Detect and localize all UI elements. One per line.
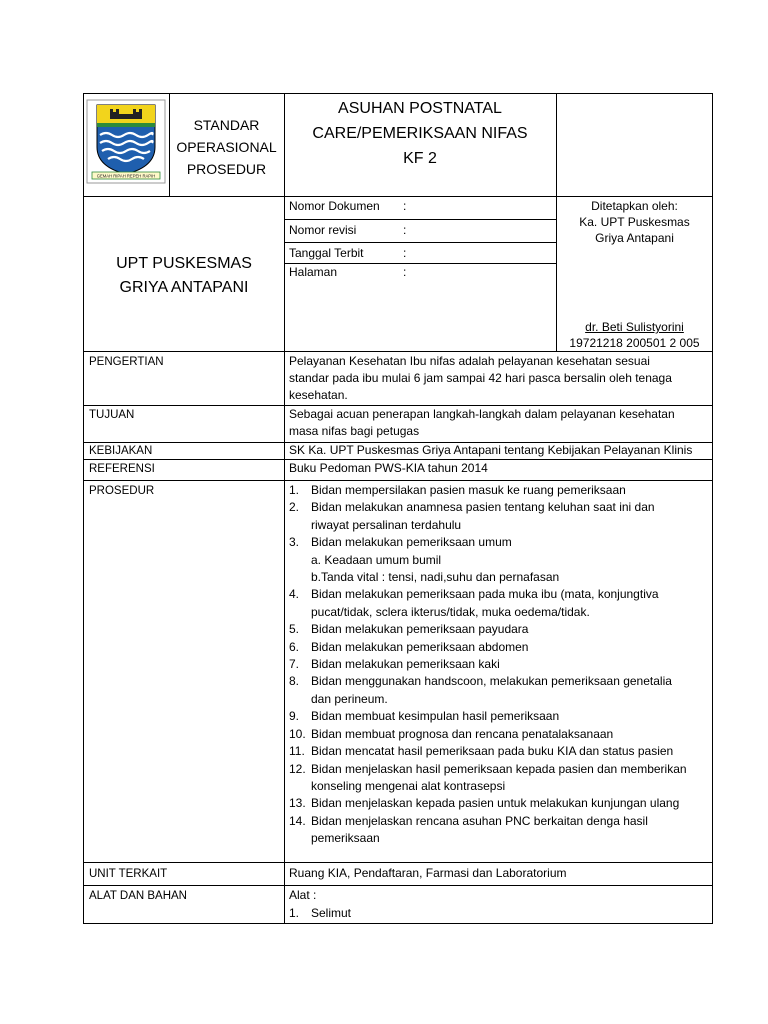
bandung-logo <box>86 99 166 184</box>
pengertian-text <box>289 353 709 404</box>
city-crest-icon <box>86 99 166 184</box>
signatory-nip: 19721218 200501 2 005 <box>569 336 700 350</box>
text-line: Pelayanan Kesehatan Ibu nifas adalah pelayanan kesehatan sesuai <box>289 354 650 368</box>
sop-line: STANDAR <box>193 117 260 133</box>
organization-name <box>84 252 284 300</box>
kebijakan-text: SK Ka. UPT Puskesmas Griya Antapani tentang Kebijakan Pelayanan Klinis <box>289 443 693 457</box>
section-label: TUJUAN <box>89 409 135 421</box>
divider <box>83 862 713 863</box>
section-label: ALAT DAN BAHAN <box>89 890 187 902</box>
text-line: standar pada ibu mulai 6 jam sampai 42 hari pasca bersalin oleh tenaga <box>289 371 672 385</box>
field-value: : <box>403 199 407 213</box>
field-label: Nomor Dokumen <box>289 199 380 213</box>
procedure-step: 6. Bidan melakukan pemeriksaan abdomen <box>289 639 529 654</box>
approval-line: Griya Antapani <box>595 231 674 245</box>
divider <box>83 480 713 481</box>
procedure-list <box>289 482 711 848</box>
section-label: KEBIJAKAN <box>89 445 153 457</box>
procedure-substep: a. Keadaan umum bumil <box>311 552 442 567</box>
signatory-name: dr. Beti Sulistyorini <box>585 320 684 334</box>
procedure-step: 10. Bidan membuat prognosa dan rencana penatalaksanaan <box>289 726 614 741</box>
field-value: : <box>403 223 407 237</box>
approval-line: Ka. UPT Puskesmas <box>579 215 690 229</box>
procedure-step: 12. Bidan menjelaskan hasil pemeriksaan kepada pasien dan memberikan konseling mengenai alat kontrasepsi <box>289 761 687 793</box>
referensi-text: Buku Pedoman PWS-KIA tahun 2014 <box>289 461 488 475</box>
divider <box>284 242 556 243</box>
divider <box>284 93 285 924</box>
procedure-step: 14. Bidan menjelaskan rencana asuhan PNC berkaitan denga hasil pemeriksaan <box>289 813 648 846</box>
document-title <box>284 96 556 171</box>
tujuan-text <box>289 406 709 440</box>
unit-terkait-text: Ruang KIA, Pendaftaran, Farmasi dan Laboratorium <box>289 866 567 880</box>
alat-item: 1. Selimut <box>289 906 352 920</box>
field-label: Nomor revisi <box>289 223 357 237</box>
org-line: UPT PUSKESMAS <box>116 255 252 272</box>
divider <box>83 885 713 886</box>
title-line: ASUHAN POSTNATAL <box>338 100 502 117</box>
section-label: REFERENSI <box>89 463 155 475</box>
divider <box>83 351 713 352</box>
approval-line: Ditetapkan oleh: <box>591 199 678 213</box>
text-line: Sebagai acuan penerapan langkah-langkah dalam pelayanan kesehatan <box>289 407 675 421</box>
divider <box>83 196 713 197</box>
procedure-step: 2. Bidan melakukan anamnesa pasien tentang keluhan saat ini dan riwayat persalinan terdahulu <box>289 500 655 532</box>
procedure-step: 4. Bidan melakukan pemeriksaan pada muka ibu (mata, konjungtiva pucat/tidak, sclera ikterus/tidak, muka oedema/tidak. <box>289 587 659 619</box>
alat-list <box>289 905 709 922</box>
procedure-step: 9. Bidan membuat kesimpulan hasil pemeriksaan <box>289 709 560 724</box>
procedure-step: 3. Bidan melakukan pemeriksaan umum <box>289 535 512 550</box>
divider <box>284 219 556 220</box>
procedure-step: 5. Bidan melakukan pemeriksaan payudara <box>289 622 529 637</box>
approval-block <box>556 198 713 246</box>
procedure-step: 1. Bidan mempersilakan pasien masuk ke ruang pemeriksaan <box>289 483 626 497</box>
sop-line: PROSEDUR <box>186 161 267 177</box>
procedure-step: 11. Bidan mencatat hasil pemeriksaan pada buku KIA dan status pasien <box>289 744 674 759</box>
section-label: UNIT TERKAIT <box>89 868 168 880</box>
field-label: Halaman <box>289 265 338 279</box>
alat-heading: Alat : <box>289 888 317 902</box>
text-line: kesehatan. <box>289 388 348 402</box>
procedure-step: 13. Bidan menjelaskan kepada pasien untuk melakukan kunjungan ulang <box>289 796 680 811</box>
procedure-substep: b.Tanda vital : tensi, nadi,suhu dan pernafasan <box>311 570 560 585</box>
procedure-step: 8. Bidan menggunakan handscoon, melakukan pemeriksaan genetalia dan perineum. <box>289 674 672 706</box>
sop-line: OPERASIONAL <box>176 139 277 155</box>
org-line: GRIYA ANTAPANI <box>119 279 249 296</box>
logo-motto: GEMAH RIPAH REPEH RAPIH <box>96 173 156 179</box>
field-value: : <box>403 246 407 260</box>
procedure-step: 7. Bidan melakukan pemeriksaan kaki <box>289 657 500 672</box>
field-label: Tanggal Terbit <box>289 246 364 260</box>
approval-signatory <box>556 319 713 351</box>
title-line: KF 2 <box>403 150 437 167</box>
section-label: PENGERTIAN <box>89 356 164 368</box>
section-label: PROSEDUR <box>89 485 155 497</box>
field-value: : <box>403 265 407 279</box>
title-line: CARE/PEMERIKSAAN NIFAS <box>312 125 528 142</box>
text-line: masa nifas bagi petugas <box>289 424 420 438</box>
sop-label <box>169 114 284 180</box>
